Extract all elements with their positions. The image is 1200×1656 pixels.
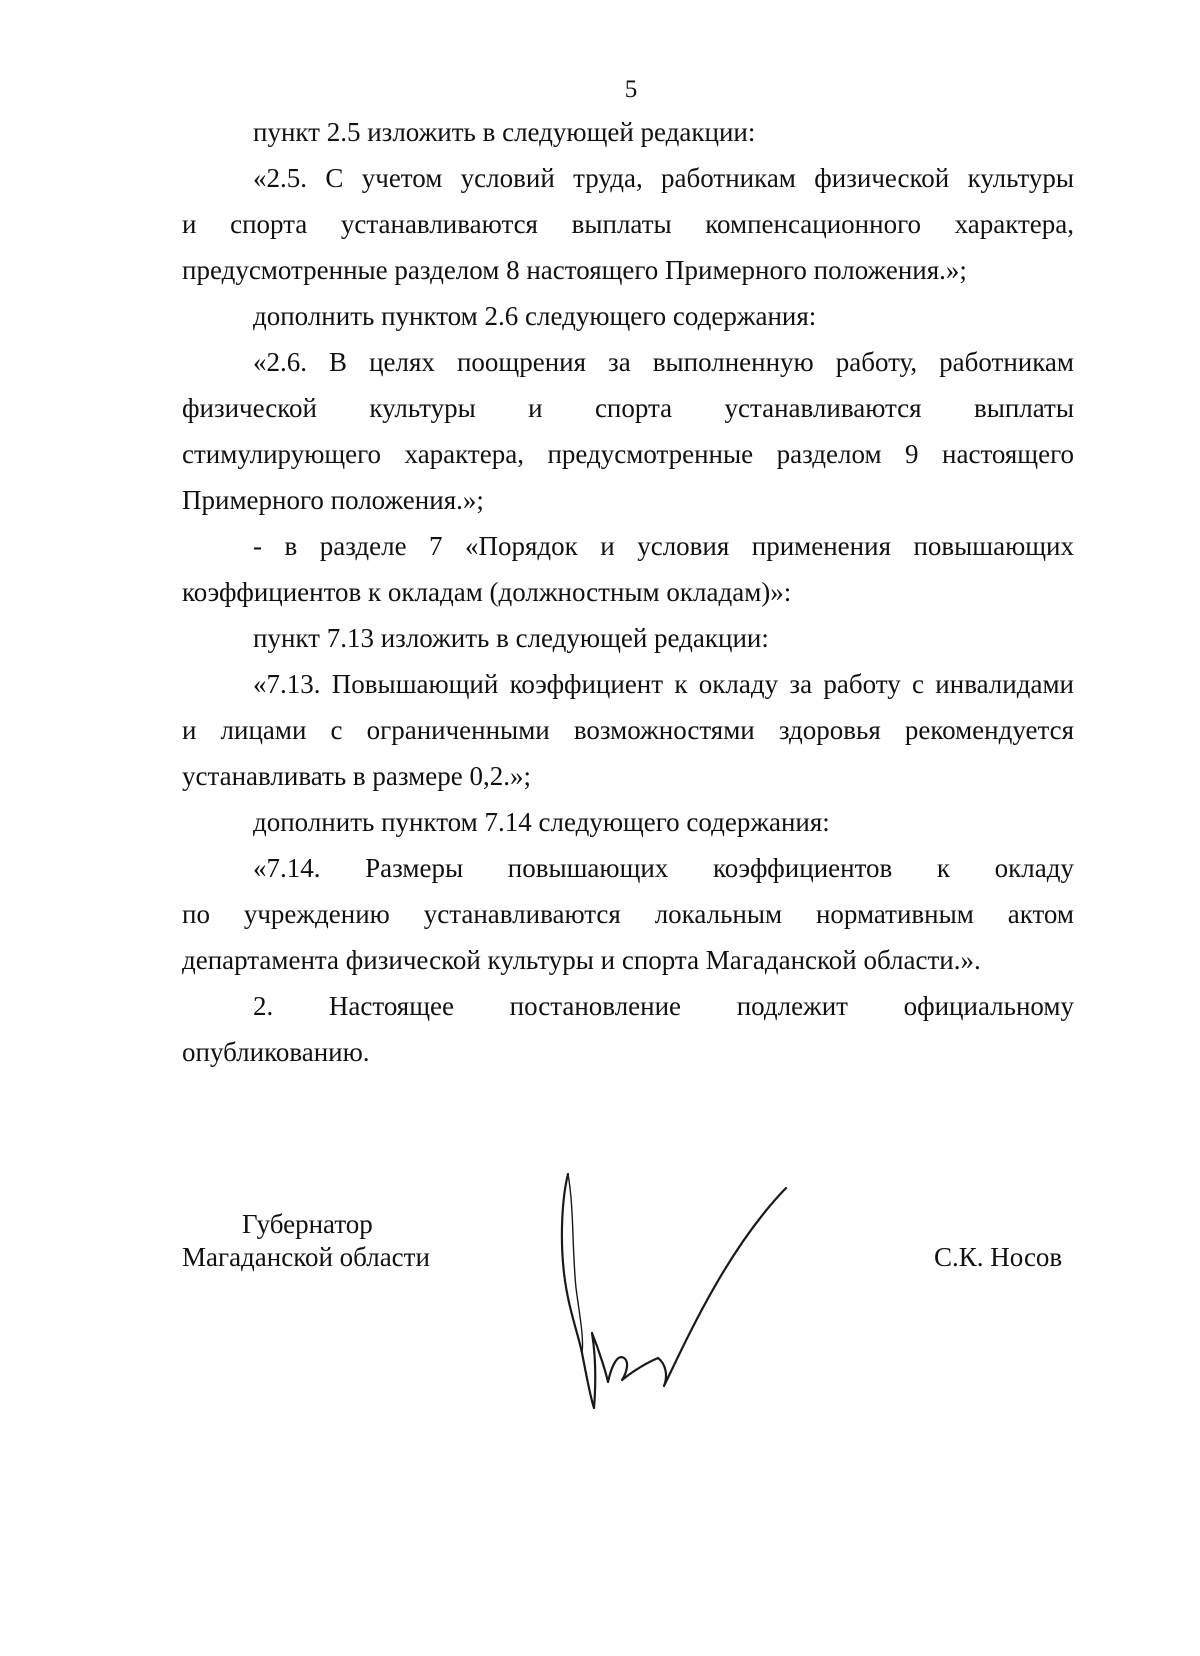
text-line: опубликованию. <box>182 1037 370 1067</box>
text-line: «2.6. В целях поощрения за выполненную работу, работникам <box>253 347 1074 377</box>
signatory-title: Губернатор <box>242 1209 373 1239</box>
page-number: 5 <box>624 76 638 103</box>
text-line: департамента физической культуры и спорта Магаданской области.». <box>182 945 981 975</box>
text-line: «7.13. Повышающий коэффициент к окладу за работу с инвалидами <box>253 669 1074 699</box>
text-line: дополнить пунктом 7.14 следующего содержания: <box>253 807 830 837</box>
text-line: предусмотренные разделом 8 настоящего Примерного положения.»; <box>182 255 967 285</box>
text-line: 2. Настоящее постановление подлежит официальному <box>253 991 1074 1021</box>
text-line: и лицами с ограниченными возможностями здоровья рекомендуется <box>182 715 1074 745</box>
text-line: пункт 7.13 изложить в следующей редакции: <box>253 623 769 653</box>
signatory-name: С.К. Носов <box>934 1242 1063 1272</box>
text-line: коэффициентов к окладам (должностным окладам)»: <box>182 577 792 607</box>
signatory-region: Магаданской области <box>182 1242 430 1272</box>
text-line: «2.5. С учетом условий труда, работникам физической культуры <box>253 163 1074 193</box>
handwritten-signature <box>560 1168 800 1418</box>
text-line: - в разделе 7 «Порядок и условия применения повышающих <box>253 531 1074 561</box>
text-line: физической культуры и спорта устанавливаются выплаты <box>182 393 1074 423</box>
text-line: дополнить пунктом 2.6 следующего содержания: <box>253 301 817 331</box>
text-line: по учреждению устанавливаются локальным нормативным актом <box>182 899 1074 929</box>
text-line: «7.14. Размеры повышающих коэффициентов к окладу <box>253 853 1074 883</box>
text-line: и спорта устанавливаются выплаты компенсационного характера, <box>182 209 1074 239</box>
text-line: устанавливать в размере 0,2.»; <box>182 761 531 791</box>
text-line: стимулирующего характера, предусмотренные разделом 9 настоящего <box>182 439 1074 469</box>
text-line: пункт 2.5 изложить в следующей редакции: <box>253 117 756 147</box>
text-line: Примерного положения.»; <box>182 485 484 515</box>
